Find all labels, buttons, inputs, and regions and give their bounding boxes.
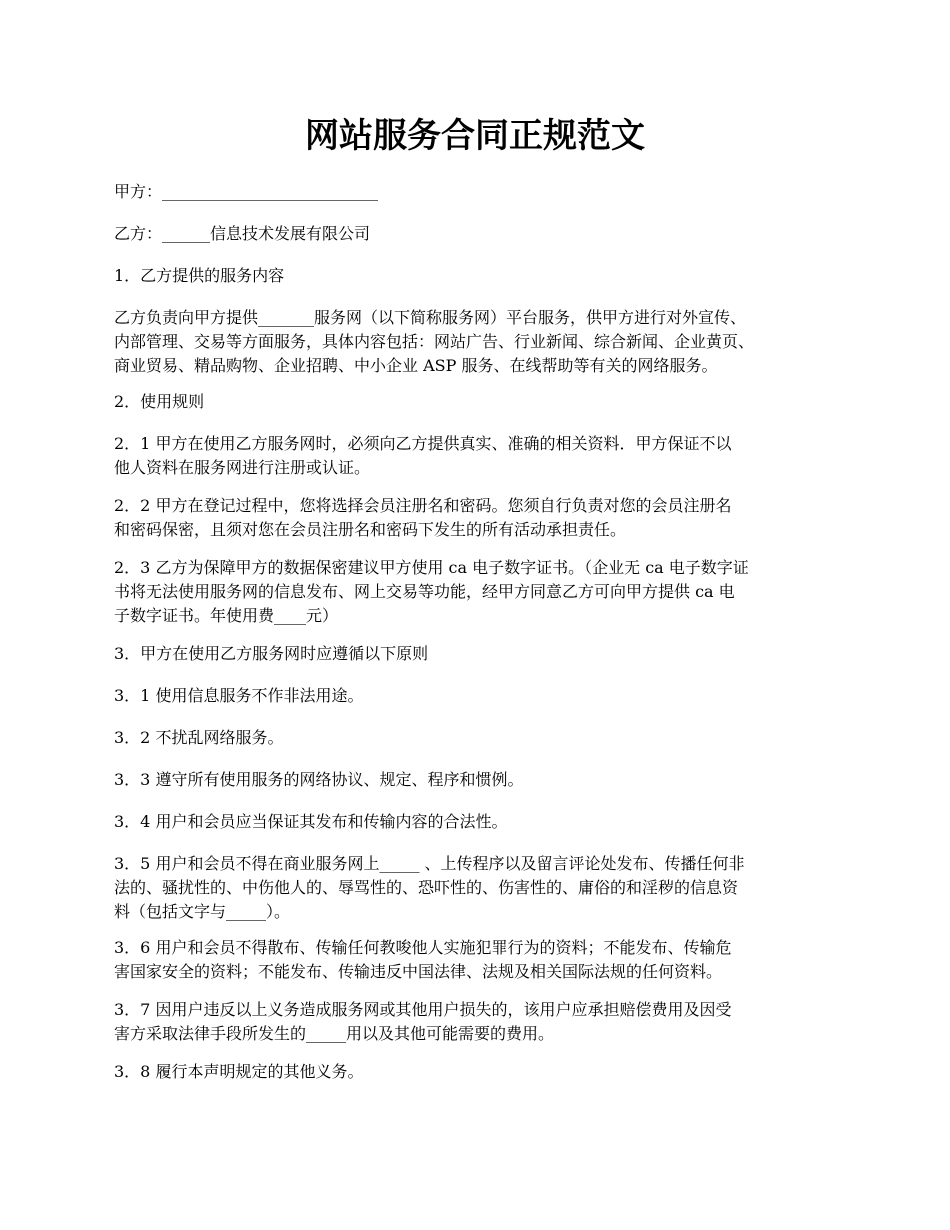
paragraph-line: 甲方：___________________________ <box>114 182 379 201</box>
paragraph-line: 3．2 不扰乱网络服务。 <box>114 728 284 747</box>
paragraph-line: 书将无法使用服务网的信息发布、网上交易等功能，经甲方同意乙方可向甲方提供 ca 电 <box>114 582 735 601</box>
paragraph-line: 2．使用规则 <box>114 392 205 411</box>
document-paragraph <box>114 432 854 480</box>
paragraph-line: 法的、骚扰性的、中伤他人的、辱骂性的、恐吓性的、伤害性的、庸俗的和淫秽的信息资 <box>114 878 739 897</box>
paragraph-line: 乙方：______信息技术发展有限公司 <box>114 224 371 243</box>
document-paragraph <box>114 494 854 542</box>
paragraph-line: 2．3 乙方为保障甲方的数据保密建议甲方使用 ca 电子数字证书。（企业无 ca 电子数字证 <box>114 558 749 577</box>
paragraph-line: 子数字证书。年使用费____元） <box>114 606 339 625</box>
document-paragraph <box>114 726 854 750</box>
document-paragraph <box>114 852 854 924</box>
paragraph-line: 3．3 遵守所有使用服务的网络协议、规定、程序和惯例。 <box>114 770 524 789</box>
document-paragraph <box>114 222 854 246</box>
document-paragraph <box>114 810 854 834</box>
paragraph-line: 乙方负责向甲方提供_______服务网（以下简称服务网）平台服务，供甲方进行对外宣传、 <box>114 308 747 327</box>
paragraph-line: 内部管理、交易等方面服务，具体内容包括：网站广告、行业新闻、综合新闻、企业黄页、 <box>114 332 755 351</box>
paragraph-line: 3．5 用户和会员不得在商业服务网上_____ 、上传程序以及留言评论处发布、传播任何非 <box>114 854 745 873</box>
paragraph-line: 3．1 使用信息服务不作非法用途。 <box>114 686 364 705</box>
paragraph-line: 害国家安全的资料；不能发布、传输违反中国法律、法规及相关国际法规的任何资料。 <box>114 962 723 981</box>
paragraph-line: 3．8 履行本声明规定的其他义务。 <box>114 1062 364 1081</box>
paragraph-line: 1．乙方提供的服务内容 <box>114 266 285 285</box>
document-paragraph <box>114 306 854 378</box>
paragraph-line: 他人资料在服务网进行注册或认证。 <box>114 458 371 477</box>
paragraph-line: 2．2 甲方在登记过程中，您将选择会员注册名和密码。您须自行负责对您的会员注册名 <box>114 496 732 515</box>
paragraph-line: 3．7 因用户违反以上义务造成服务网或其他用户损失的，该用户应承担赔偿费用及因受 <box>114 1000 732 1019</box>
paragraph-line: 3．4 用户和会员应当保证其发布和传输内容的合法性。 <box>114 812 508 831</box>
paragraph-line: 商业贸易、精品购物、企业招聘、中小企业 ASP 服务、在线帮助等有关的网络服务。 <box>114 356 718 375</box>
paragraph-line: 和密码保密，且须对您在会员注册名和密码下发生的所有活动承担责任。 <box>114 520 627 539</box>
document-paragraph <box>114 684 854 708</box>
document-paragraph <box>114 768 854 792</box>
paragraph-line: 3．6 用户和会员不得散布、传输任何教唆他人实施犯罪行为的资料；不能发布、传输危 <box>114 938 732 957</box>
document-paragraph <box>114 180 854 204</box>
paragraph-line: 2．1 甲方在使用乙方服务网时，必须向乙方提供真实、准确的相关资料．甲方保证不以 <box>114 434 732 453</box>
document-paragraph <box>114 556 854 628</box>
document-title: 网站服务合同正规范文 <box>305 116 645 156</box>
document-paragraph <box>114 390 854 414</box>
document-paragraph <box>114 642 854 666</box>
document-paragraph <box>114 264 854 288</box>
paragraph-line: 3．甲方在使用乙方服务网时应遵循以下原则 <box>114 644 429 663</box>
paragraph-line: 害方采取法律手段所发生的_____用以及其他可能需要的费用。 <box>114 1024 555 1043</box>
document-paragraph <box>114 1060 854 1084</box>
document-paragraph <box>114 998 854 1046</box>
document-paragraph <box>114 936 854 984</box>
paragraph-line: 料（包括文字与_____）。 <box>114 902 291 921</box>
